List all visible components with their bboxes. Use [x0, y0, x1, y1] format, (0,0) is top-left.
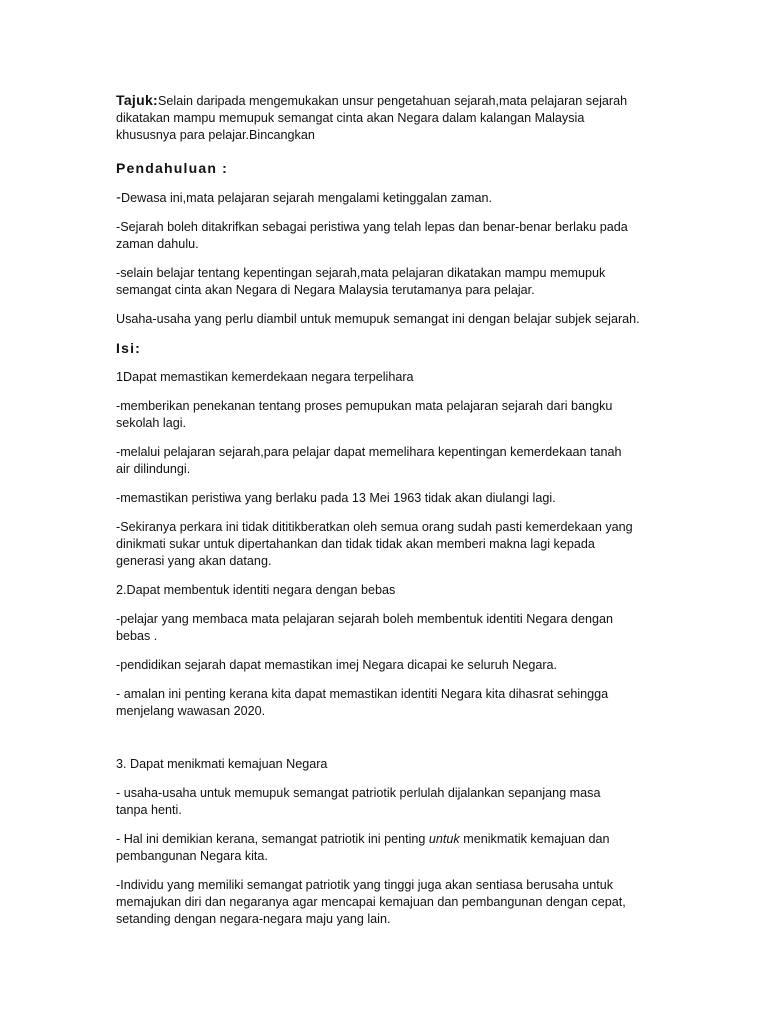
section-1-point-b: -melalui pelajaran sejarah,para pelajar dapat memelihara kepentingan kemerdekaan tanah air dilindungi.: [116, 445, 622, 476]
section-1-title: 1Dapat memastikan kemerdekaan negara terpelihara: [116, 370, 414, 384]
title-label: Tajuk:: [116, 92, 158, 108]
essay-title: [116, 92, 676, 144]
pendahuluan-paragraph-4: Usaha-usaha yang perlu diambil untuk memupuk semangat ini dengan belajar subjek sejarah.: [116, 312, 640, 326]
title-line-2: dikatakan mampu memupuk semangat cinta akan Negara dalam kalangan Malaysia: [116, 111, 585, 125]
title-text-1: Selain daripada mengemukakan unsur pengetahuan sejarah,mata pelajaran sejarah: [158, 94, 628, 108]
dash-mark: -: [116, 189, 121, 206]
isi-heading: Isi:: [116, 340, 142, 356]
section-3-point-b: - Hal ini demikian kerana, semangat patriotik ini penting untuk menikmatik kemajuan dan pembangunan Negara kita.: [116, 832, 610, 863]
italic-word: untuk: [428, 832, 460, 846]
pendahuluan-paragraph-3: -selain belajar tentang kepentingan sejarah,mata pelajaran dikatakan mampu memupuk semangat cinta akan Negara di Negara Malaysia terutamanya para pelajar.: [116, 266, 606, 297]
pendahuluan-paragraph-2: -Sejarah boleh ditakrifkan sebagai peristiwa yang telah lepas dan benar-benar berlaku pada zaman dahulu.: [116, 220, 628, 251]
section-1-point-d: -Sekiranya perkara ini tidak dititikberatkan oleh semua orang sudah pasti kemerdekaan yang dinikmati sukar untuk dipertahankan dan tidak tidak akan memberi makna lagi kepada generasi yang akan datang.: [116, 520, 633, 568]
section-1-point-c: -memastikan peristiwa yang berlaku pada 13 Mei 1963 tidak akan diulangi lagi.: [116, 491, 556, 505]
section-3-point-c: -Individu yang memiliki semangat patriotik yang tinggi juga akan sentiasa berusaha untuk memajukan diri dan negaranya agar mencapai kemajuan dan pembangunan dengan cepat, setanding dengan negara-negara maju yang lain.: [116, 878, 626, 926]
section-2-point-c: - amalan ini penting kerana kita dapat memastikan identiti Negara kita dihasrat sehingga menjelang wawasan 2020.: [116, 687, 609, 718]
section-1-point-a: -memberikan penekanan tentang proses pemupukan mata pelajaran sejarah dari bangku sekolah lagi.: [116, 399, 613, 430]
title-line-1: [116, 92, 676, 110]
pendahuluan-heading: Pendahuluan :: [116, 160, 229, 176]
section-2-title: 2.Dapat membentuk identiti negara dengan bebas: [116, 583, 396, 597]
section-3-point-a: - usaha-usaha untuk memupuk semangat patriotik perlulah dijalankan sepanjang masa tanpa henti.: [116, 786, 601, 817]
section-2-point-b: -pendidikan sejarah dapat memastikan imej Negara dicapai ke seluruh Negara.: [116, 658, 558, 672]
title-line-3: khususnya para pelajar.Bincangkan: [116, 128, 315, 142]
section-2-point-a: -pelajar yang membaca mata pelajaran sejarah boleh membentuk identiti Negara dengan bebas .: [116, 612, 614, 643]
pendahuluan-paragraph-1: -Dewasa ini,mata pelajaran sejarah mengalami ketinggalan zaman.: [116, 189, 493, 206]
document-page: [116, 92, 676, 940]
section-3-title: 3. Dapat menikmati kemajuan Negara: [116, 757, 328, 771]
section-spacer: [116, 732, 676, 756]
